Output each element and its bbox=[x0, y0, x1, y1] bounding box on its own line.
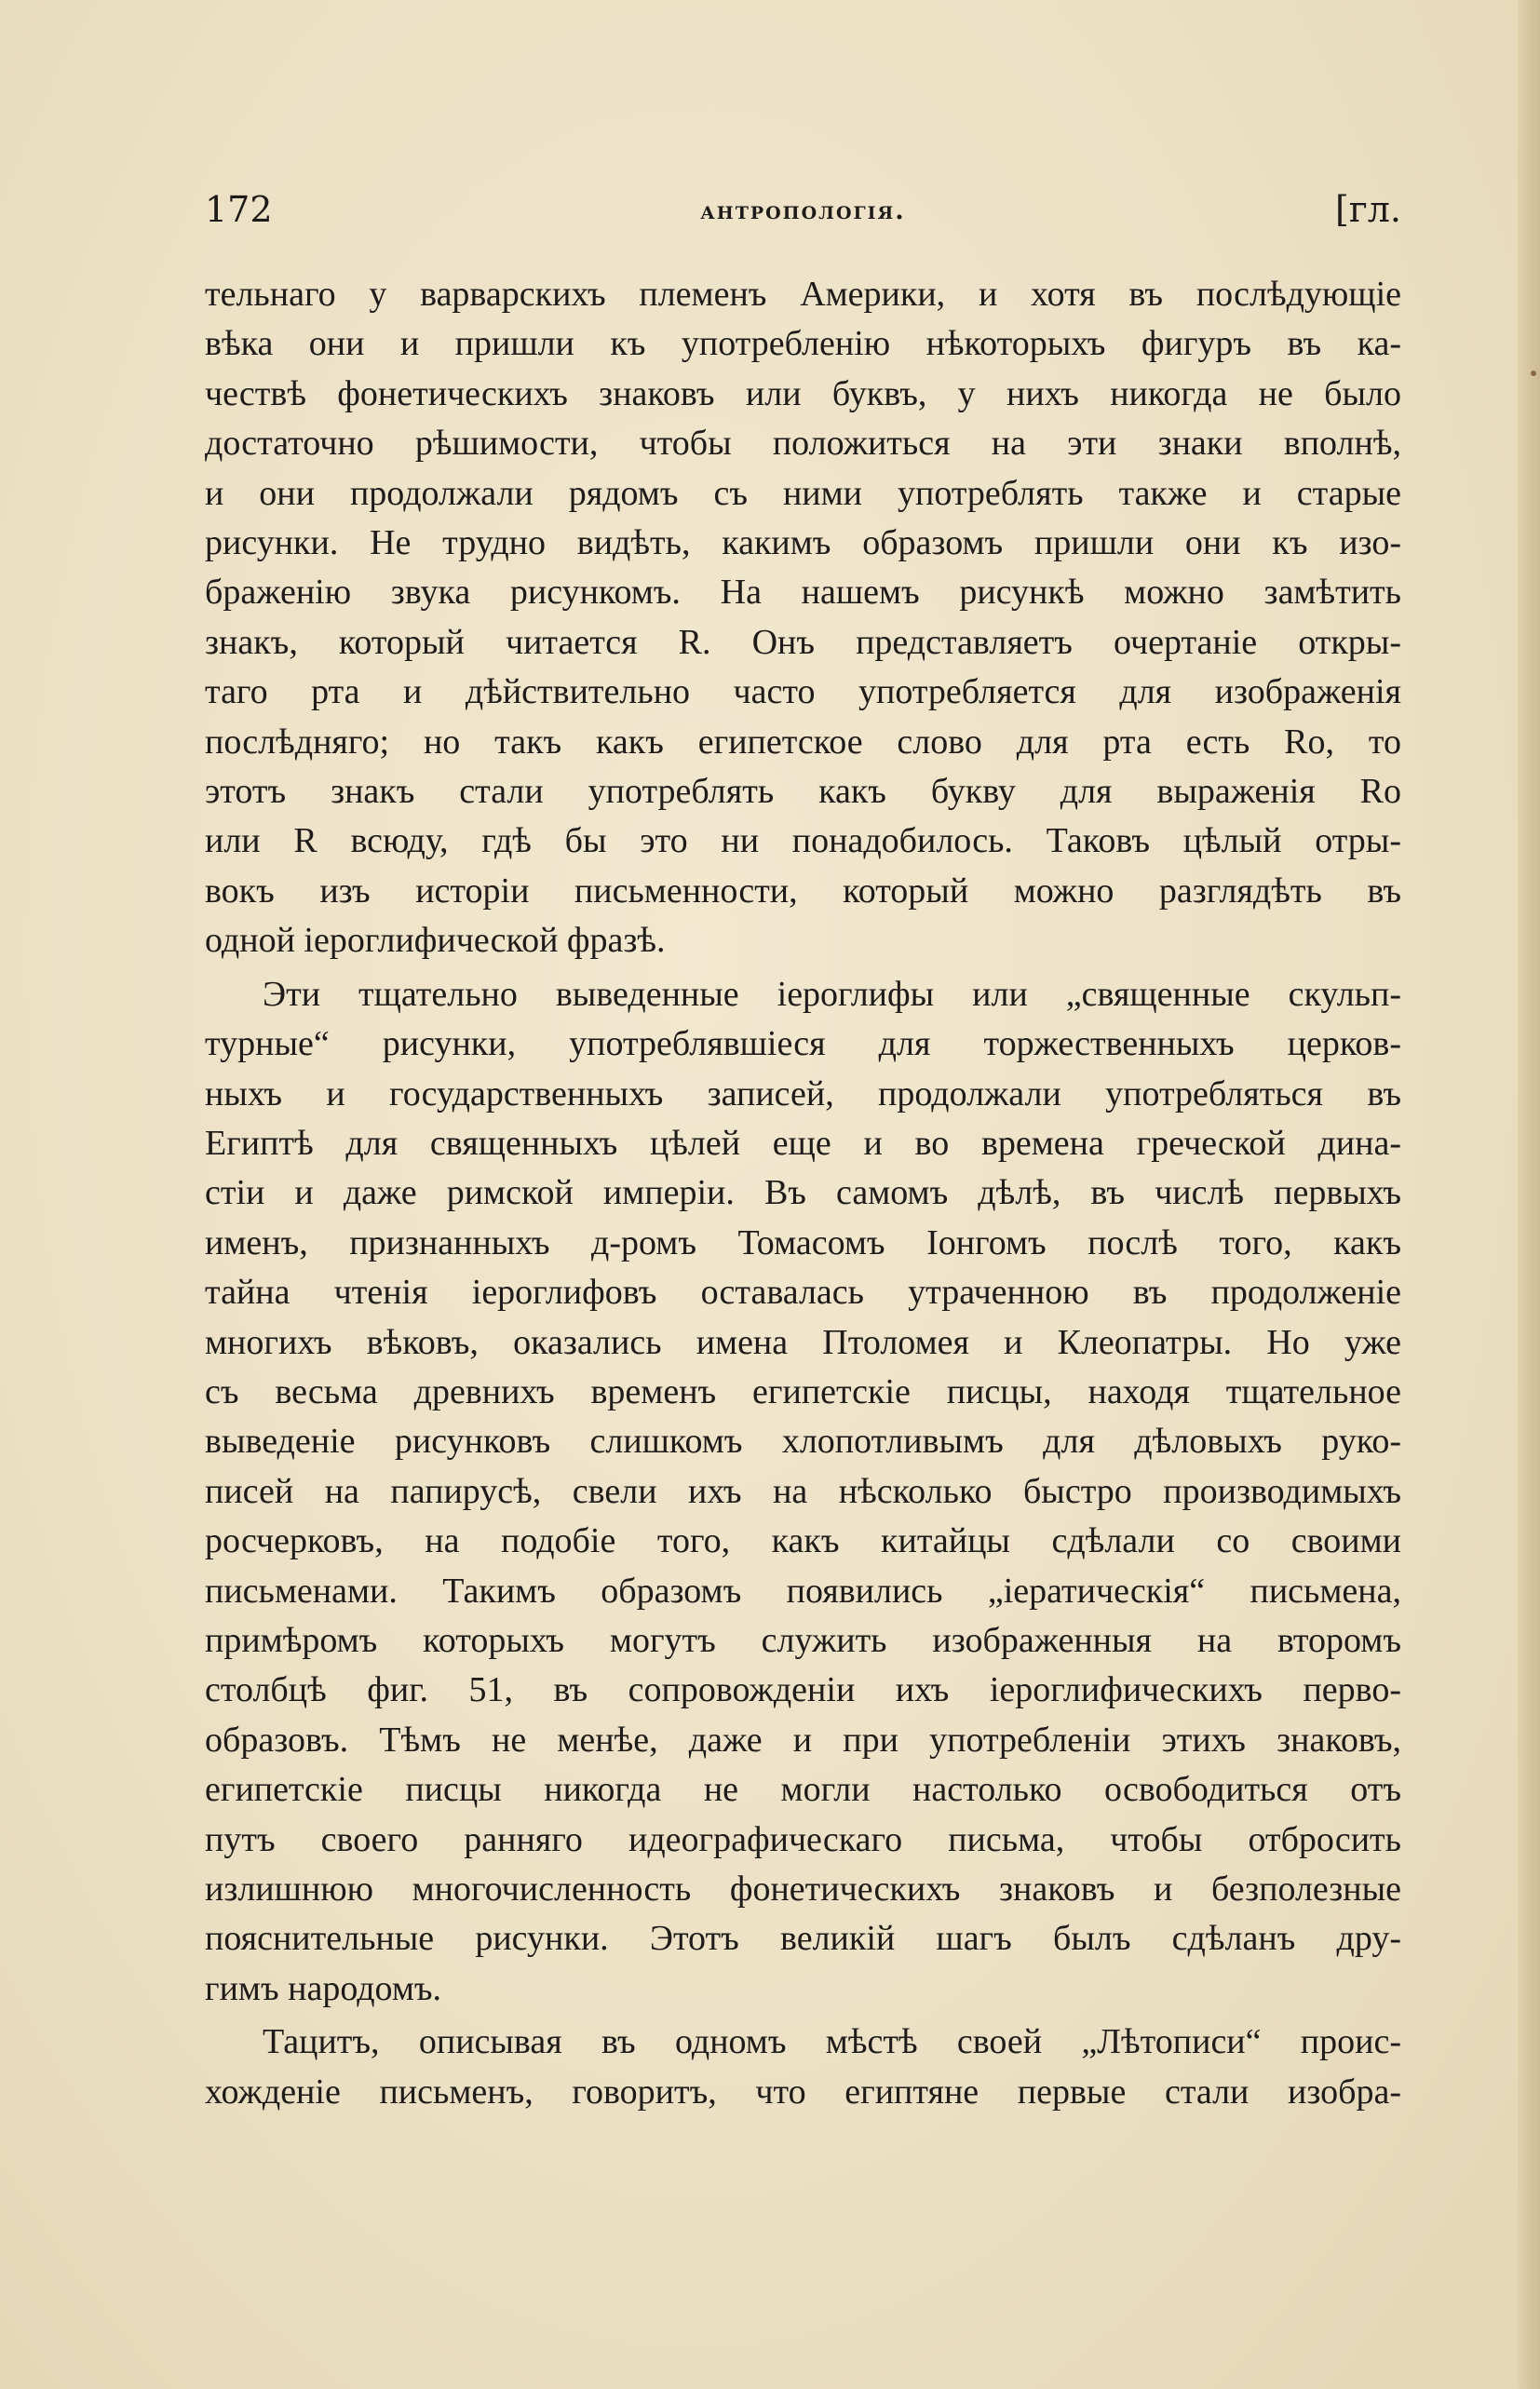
text-line: многихъ вѣковъ, оказались имена Птоломея и Клеопатры. Но уже bbox=[205, 1322, 1401, 1362]
text-line: примѣромъ которыхъ могутъ служить изображенныя на второмъ bbox=[205, 1620, 1401, 1660]
text-line: рисунки. Не трудно видѣть, какимъ образомъ пришли они къ изо- bbox=[205, 523, 1401, 563]
text-line: столбцѣ фиг. 51, въ сопровожденіи ихъ іероглифическихъ перво- bbox=[205, 1670, 1401, 1710]
text-line: вѣка они и пришли къ употребленію нѣкоторыхъ фигуръ въ ка- bbox=[205, 324, 1401, 364]
paragraph-1 bbox=[205, 270, 1401, 966]
text-line: таго рта и дѣйствительно часто употребляется для изображенія bbox=[205, 672, 1401, 712]
text-line: пояснительные рисунки. Этотъ великій шагъ былъ сдѣланъ дру- bbox=[205, 1919, 1401, 1959]
text-line: тельнаго у варварскихъ племенъ Америки, и хотя въ послѣдующіе bbox=[205, 275, 1401, 314]
margin-speck bbox=[1531, 371, 1536, 376]
text-line: египетскіе писцы никогда не могли настолько освободиться отъ bbox=[205, 1770, 1401, 1810]
text-line: тайна чтенія іероглифовъ оставалась утраченною въ продолженіе bbox=[205, 1273, 1401, 1313]
text-line: излишнюю многочисленность фонетическихъ знаковъ и безполезные bbox=[205, 1869, 1401, 1909]
text-line: вокъ изъ исторіи письменности, который можно разглядѣть въ bbox=[205, 871, 1401, 911]
text-line: турные“ рисунки, употреблявшіеся для торжественныхъ церков- bbox=[205, 1024, 1401, 1064]
text-line: путъ своего ранняго идеографическаго письма, чтобы отбросить bbox=[205, 1819, 1401, 1859]
text-line: стіи и даже римской имперіи. Въ самомъ дѣлѣ, въ числѣ первыхъ bbox=[205, 1173, 1401, 1213]
page-number: 172 bbox=[205, 189, 273, 230]
paragraph-2 bbox=[205, 970, 1401, 2015]
text-line: росчерковъ, на подобіе того, какъ китайцы сдѣлали со своими bbox=[205, 1521, 1401, 1561]
text-line: Эти тщательно выведенные іероглифы или „священные скульп- bbox=[263, 974, 1401, 1014]
text-line: этотъ знакъ стали употреблять какъ букву для выраженія Ro bbox=[205, 772, 1401, 812]
running-title: антропологія. bbox=[700, 196, 906, 225]
text-line: знакъ, который читается R. Онъ представляетъ очертаніе откры- bbox=[205, 622, 1401, 662]
text-line: браженію звука рисункомъ. На нашемъ рисункѣ можно замѣтить bbox=[205, 573, 1401, 613]
text-line: одной іероглифической фразѣ. bbox=[205, 921, 666, 961]
text-line: съ весьма древнихъ временъ египетскіе писцы, находя тщательное bbox=[205, 1371, 1401, 1411]
chapter-marker: [гл. bbox=[1335, 189, 1401, 230]
text-line: ныхъ и государственныхъ записей, продолжали употребляться въ bbox=[205, 1073, 1401, 1114]
text-line: Египтѣ для священныхъ цѣлей еще и во времена греческой дина- bbox=[205, 1123, 1401, 1163]
text-line: хожденіе письменъ, говоритъ, что египтяне первые стали изобра- bbox=[205, 2072, 1401, 2112]
text-line: писей на папирусѣ, свели ихъ на нѣсколько быстро производимыхъ bbox=[205, 1471, 1401, 1511]
paragraph-3 bbox=[205, 2018, 1401, 2117]
text-line: достаточно рѣшимости, чтобы положиться на эти знаки вполнѣ, bbox=[205, 424, 1401, 464]
body-text bbox=[205, 270, 1401, 2117]
text-line: именъ, признанныхъ д-ромъ Томасомъ Іонгомъ послѣ того, какъ bbox=[205, 1222, 1401, 1262]
text-line: письменами. Такимъ образомъ появились „іератическія“ письмена, bbox=[205, 1571, 1401, 1611]
running-header bbox=[205, 189, 1401, 241]
text-line: образовъ. Тѣмъ не менѣе, даже и при употребленіи этихъ знаковъ, bbox=[205, 1720, 1401, 1760]
text-line: послѣдняго; но такъ какъ египетское слово для рта есть Ro, то bbox=[205, 722, 1401, 762]
text-line: выведеніе рисунковъ слишкомъ хлопотливымъ для дѣловыхъ руко- bbox=[205, 1422, 1401, 1462]
page-edge bbox=[1518, 0, 1540, 2389]
text-line: Тацитъ, описывая въ одномъ мѣстѣ своей „Лѣтописи“ проис- bbox=[263, 2022, 1401, 2062]
text-line: или R всюду, гдѣ бы это ни понадобилось. Таковъ цѣлый отры- bbox=[205, 821, 1401, 861]
text-line: гимъ народомъ. bbox=[205, 1968, 442, 2008]
text-line: чествѣ фонетическихъ знаковъ или буквъ, у нихъ никогда не было bbox=[205, 373, 1401, 413]
text-line: и они продолжали рядомъ съ ними употреблять также и старые bbox=[205, 473, 1401, 513]
